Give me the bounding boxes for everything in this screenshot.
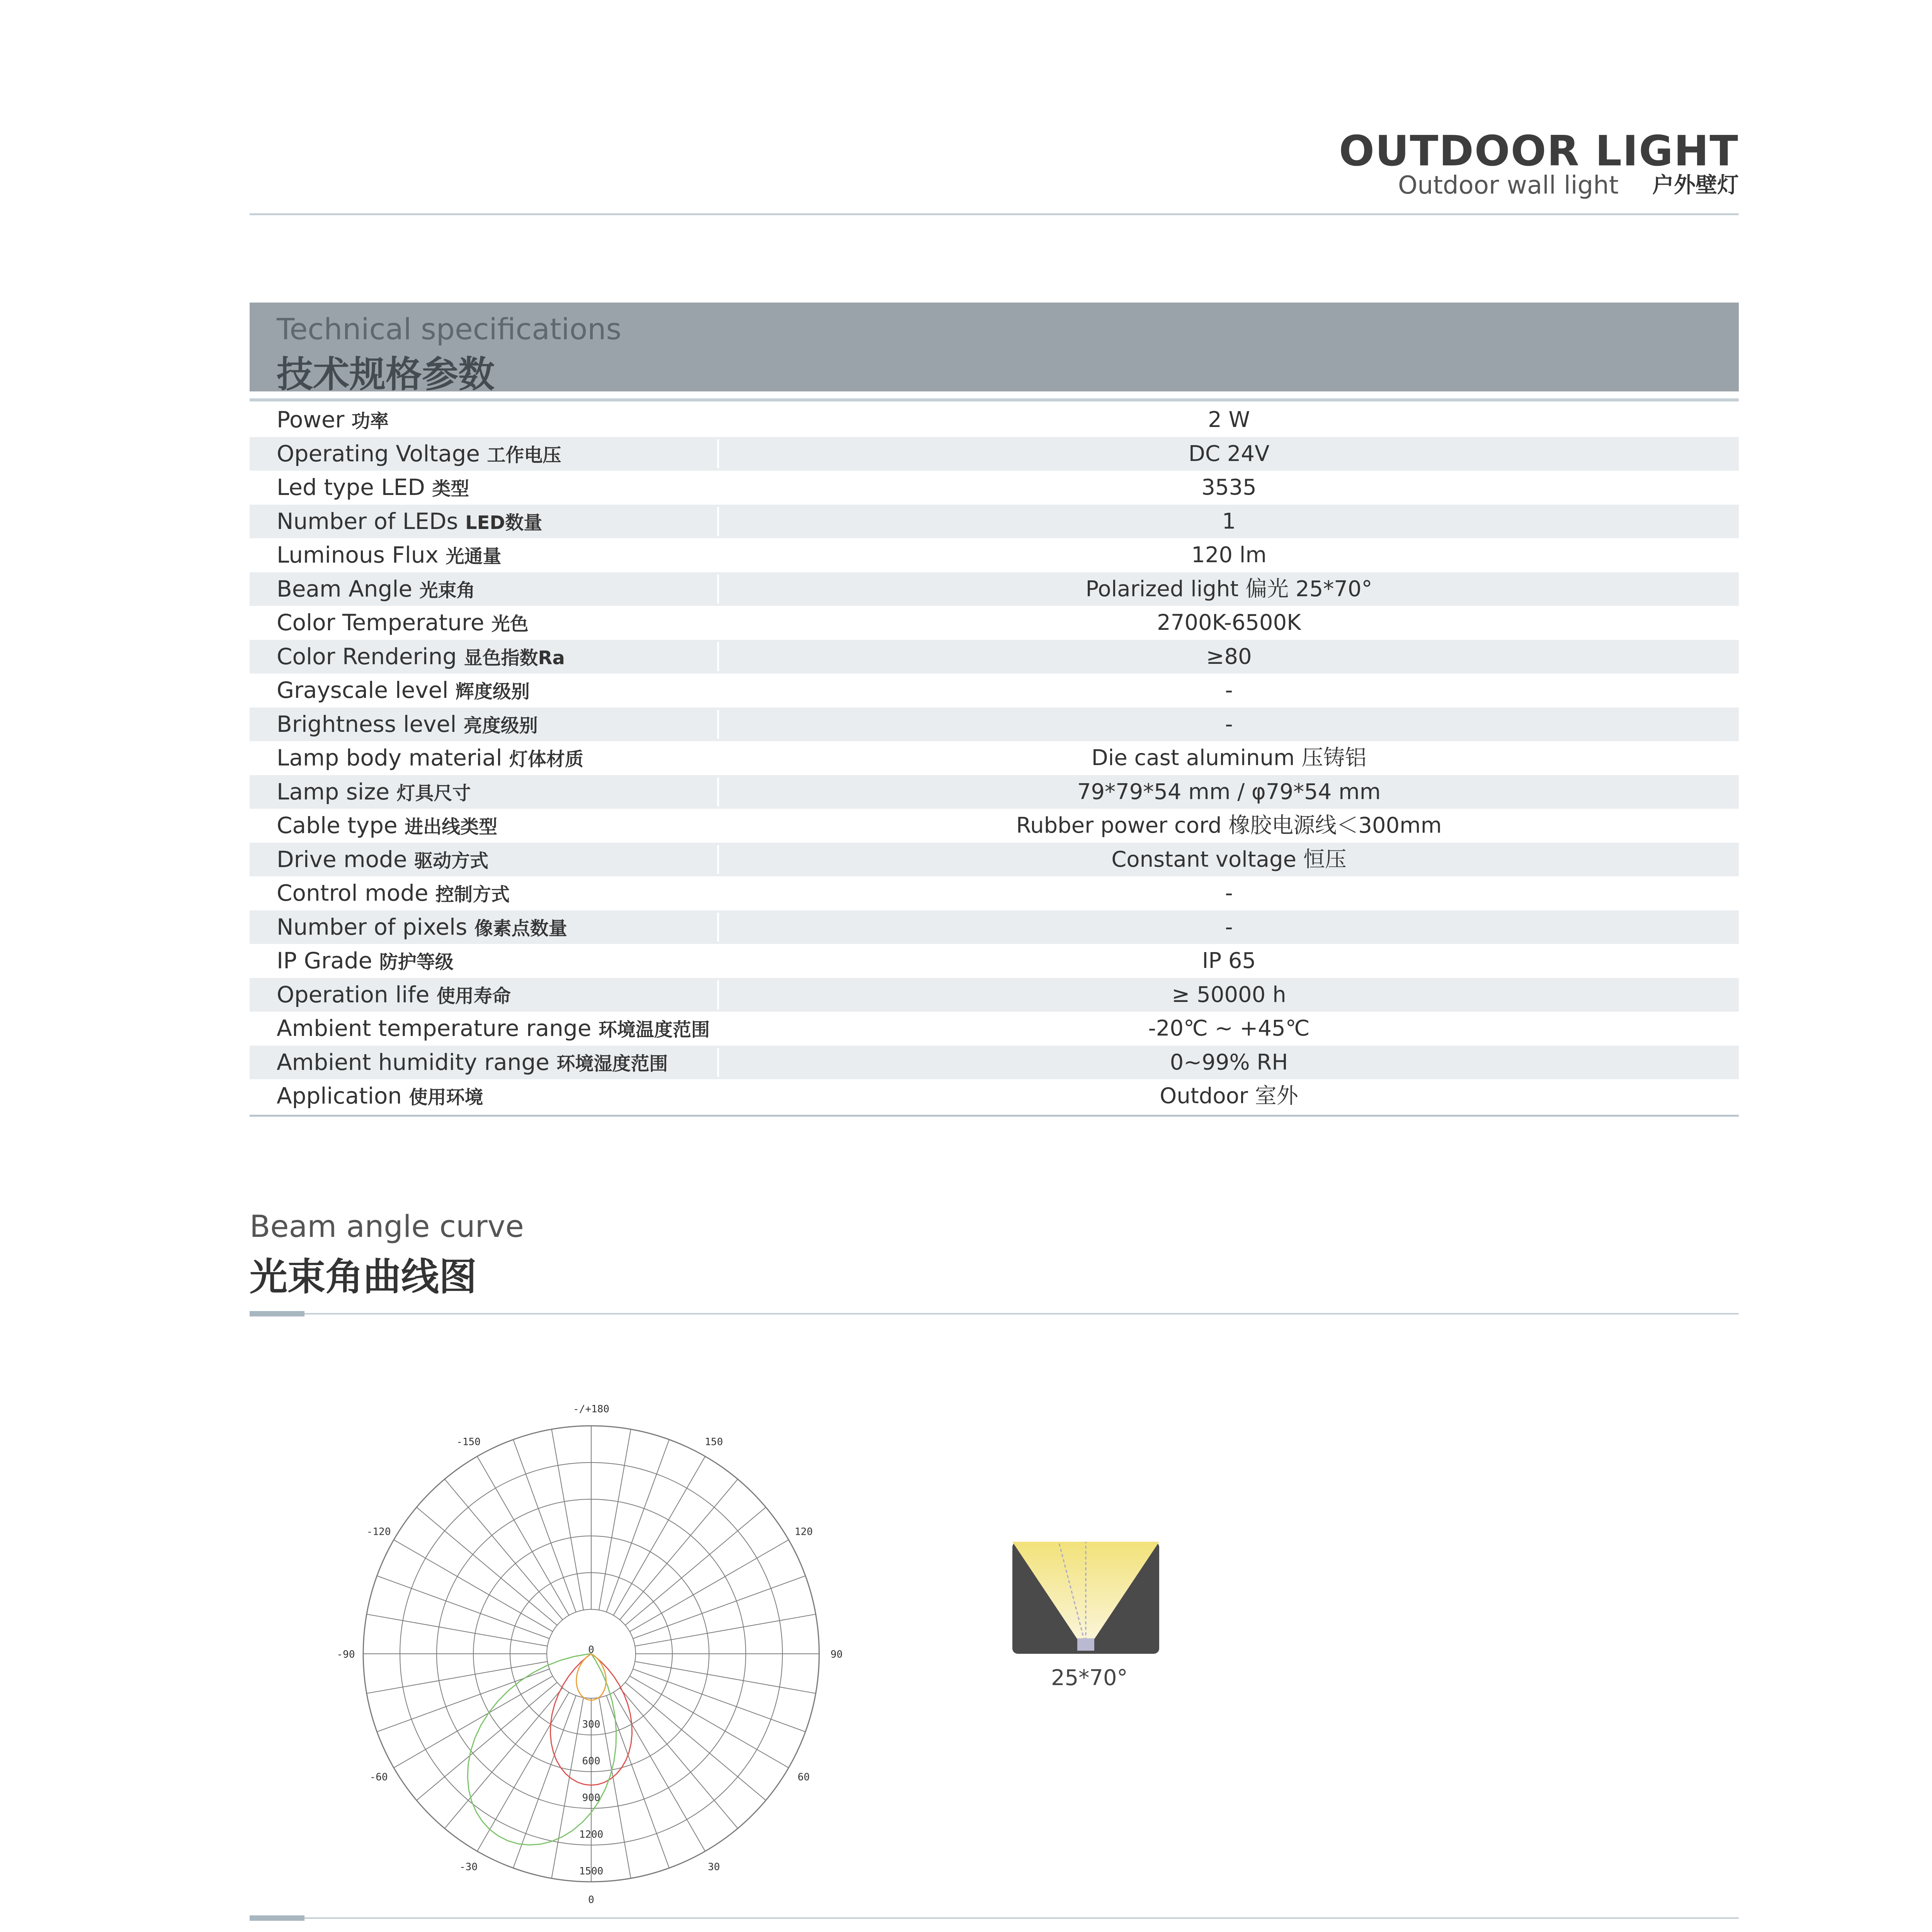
polar-spoke: [377, 1576, 549, 1638]
spec-label-en: Ambient temperature range: [277, 1015, 592, 1041]
spec-label-cn: 使用寿命: [436, 985, 511, 1007]
spec-value: Constant voltage 恒压: [1111, 847, 1347, 872]
spec-value: -: [1225, 711, 1233, 737]
spec-label: [277, 775, 471, 811]
spec-label-cn: 显色指数Ra: [464, 647, 565, 669]
beam-angle-caption: 25*70°: [1051, 1665, 1128, 1690]
spec-label-en: Number of LEDs: [277, 508, 458, 534]
spec-table-bottom-rule: [250, 1115, 1739, 1117]
spec-value: ≥80: [1206, 644, 1252, 669]
spec-label-cn: 灯具尺寸: [396, 782, 471, 804]
polar-spoke: [633, 1669, 805, 1731]
spec-label-en: Grayscale level: [277, 677, 449, 703]
spec-label-en: Operation life: [277, 981, 430, 1008]
polar-spoke: [367, 1614, 548, 1646]
spec-row: [250, 437, 1739, 471]
polar-angle-label: -150: [456, 1436, 481, 1448]
spec-row: [250, 741, 1739, 775]
spec-value: 79*79*54 mm / φ79*54 mm: [1077, 779, 1381, 804]
polar-angle-label: 120: [794, 1526, 813, 1538]
page-header-title: OUTDOOR LIGHT: [1339, 127, 1739, 175]
spec-label-en: Control mode: [277, 880, 429, 906]
polar-angle-label: -/+180: [573, 1403, 609, 1415]
spec-row: [250, 775, 1739, 809]
polar-spoke: [417, 1682, 557, 1800]
spec-header-rule: [250, 398, 1739, 401]
spec-row: [250, 505, 1739, 539]
spec-label: [277, 741, 583, 777]
polar-angle-label: 0: [588, 1894, 594, 1906]
section-divider-accent: [250, 1915, 304, 1921]
spec-value: -: [1225, 678, 1233, 703]
spec-value: -20℃ ~ +45℃: [1148, 1016, 1310, 1041]
spec-label: [277, 437, 561, 473]
spec-label-en: Color Temperature: [277, 609, 485, 636]
page-header-subtitle-cn: 户外壁灯: [1652, 173, 1739, 198]
polar-spoke: [599, 1697, 631, 1878]
spec-label-en: Color Rendering: [277, 643, 457, 670]
spec-label-en: Power: [277, 406, 345, 433]
spec-label-cn: 光色: [491, 613, 529, 635]
spec-row: [250, 910, 1739, 944]
spec-value: -: [1225, 914, 1233, 940]
spec-row: [250, 809, 1739, 843]
polar-spoke: [552, 1429, 583, 1610]
spec-label: [277, 809, 497, 844]
spec-value: 0~99% RH: [1170, 1049, 1288, 1075]
spec-label-cn: 亮度级别: [463, 714, 538, 736]
spec-label: [277, 1046, 668, 1081]
spec-row: [250, 944, 1739, 978]
spec-value: Rubber power cord 橡胶电源线＜300mm: [1016, 813, 1442, 838]
spec-label: [277, 505, 542, 540]
spec-label-en: Ambient humidity range: [277, 1049, 549, 1075]
polar-radial-label: 0: [588, 1644, 594, 1656]
spec-label: [277, 538, 501, 574]
polar-angle-label: -120: [366, 1526, 391, 1538]
spec-label: [277, 910, 567, 946]
spec-label-en: Lamp size: [277, 778, 390, 805]
spec-table-header: [250, 303, 1739, 396]
spec-row: [250, 471, 1739, 505]
spec-value: DC 24V: [1188, 441, 1270, 466]
spec-row: [250, 1079, 1739, 1113]
spec-label: [277, 640, 565, 675]
spec-label: [277, 1012, 710, 1047]
spec-label: [277, 572, 475, 608]
spec-label-cn: 类型: [432, 478, 469, 500]
polar-angle-label: 30: [707, 1861, 720, 1873]
polar-spoke: [635, 1614, 816, 1646]
polar-spoke: [417, 1507, 557, 1625]
polar-spoke: [445, 1479, 563, 1620]
spec-row: [250, 1046, 1739, 1080]
spec-row: [250, 606, 1739, 640]
spec-label: [277, 1079, 483, 1115]
spec-label-en: Led type LED: [277, 474, 425, 500]
polar-radial-label: 1200: [579, 1829, 604, 1840]
spec-label-en: Drive mode: [277, 846, 407, 872]
spec-label-en: Application: [277, 1083, 402, 1109]
spec-label-cn: 功率: [351, 410, 389, 432]
spec-value: Polarized light 偏光 25*70°: [1085, 576, 1372, 602]
spec-value: ≥ 50000 h: [1172, 982, 1286, 1007]
spec-value: -: [1225, 881, 1233, 906]
polar-spoke: [445, 1688, 563, 1828]
spec-label: [277, 707, 538, 743]
spec-label: [277, 944, 454, 980]
section-divider: [250, 1917, 1739, 1919]
spec-label-cn: 驱动方式: [414, 850, 489, 872]
spec-label-en: IP Grade: [277, 947, 372, 974]
polar-angle-label: 150: [705, 1436, 723, 1448]
spec-value: 1: [1222, 509, 1236, 534]
spec-row: [250, 707, 1739, 742]
spec-label-en: Cable type: [277, 812, 398, 838]
spec-value: IP 65: [1202, 948, 1256, 973]
polar-spoke: [367, 1662, 548, 1693]
polar-spoke: [513, 1440, 576, 1612]
spec-row: [250, 640, 1739, 674]
spec-label: [277, 843, 488, 878]
spec-value: 3535: [1201, 475, 1257, 500]
spec-label-en: Operating Voltage: [277, 440, 480, 467]
spec-label-cn: 灯体材质: [509, 748, 584, 770]
beam-divider: [250, 1313, 1739, 1315]
spec-label-en: Number of pixels: [277, 913, 468, 940]
spec-row: [250, 1012, 1739, 1046]
polar-spoke: [635, 1662, 816, 1693]
polar-spoke: [606, 1440, 669, 1612]
polar-radial-label: 1500: [579, 1866, 604, 1877]
polar-radial-label: 600: [582, 1755, 600, 1767]
beam-divider-accent: [250, 1311, 304, 1316]
spec-row: [250, 843, 1739, 877]
spec-row: [250, 673, 1739, 707]
spec-label-en: Beam Angle: [277, 575, 413, 602]
spec-label: [277, 876, 510, 912]
spec-label: [277, 978, 511, 1014]
spec-label-cn: 工作电压: [487, 444, 561, 466]
polar-radial-label: 900: [582, 1792, 600, 1804]
page-header-subtitle-en: Outdoor wall light: [1398, 171, 1619, 200]
spec-value: 120 lm: [1191, 543, 1267, 568]
polar-spoke: [633, 1576, 805, 1638]
spec-value: Outdoor 室外: [1160, 1083, 1298, 1109]
spec-label: [277, 606, 529, 641]
polar-spoke: [620, 1479, 738, 1620]
beam-heading-cn: 光束角曲线图: [250, 1255, 477, 1299]
spec-label-en: Lamp body material: [277, 745, 502, 771]
spec-row: [250, 876, 1739, 910]
spec-label-en: Brightness level: [277, 711, 457, 737]
spec-label-cn: 使用环境: [409, 1087, 483, 1108]
polar-angle-label: 90: [830, 1649, 843, 1660]
spec-label: [277, 471, 469, 506]
polar-angle-label: -90: [337, 1649, 355, 1660]
spec-label-cn: 环境温度范围: [598, 1019, 710, 1041]
polar-spoke: [552, 1697, 583, 1878]
header-divider: [250, 213, 1739, 215]
spec-label-en: Luminous Flux: [277, 542, 439, 568]
spec-label-cn: 进出线类型: [405, 816, 498, 838]
spec-heading-en: Technical specifications: [277, 312, 622, 346]
polar-radial-label: 300: [582, 1719, 600, 1730]
beam-heading-en: Beam angle curve: [250, 1209, 524, 1244]
spec-label: [277, 673, 530, 709]
polar-curve-orange: [577, 1654, 606, 1700]
spec-row: [250, 572, 1739, 606]
polar-spoke: [620, 1688, 738, 1828]
spec-label-cn: 控制方式: [435, 884, 510, 905]
spec-label-cn: 光束角: [419, 579, 475, 601]
spec-label-cn: LED数量: [465, 512, 543, 534]
icon-led: [1077, 1638, 1094, 1651]
spec-label-cn: 像素点数量: [474, 917, 567, 939]
polar-spoke: [625, 1507, 766, 1625]
polar-angle-label: 60: [798, 1771, 810, 1783]
spec-table: [250, 403, 1739, 1113]
spec-heading-cn: 技术规格参数: [277, 354, 495, 396]
spec-row: [250, 403, 1739, 437]
polar-spoke: [599, 1429, 631, 1610]
polar-angle-label: -30: [459, 1861, 478, 1873]
polar-spoke: [625, 1682, 766, 1800]
beam-angle-icon: [1012, 1542, 1159, 1654]
spec-label-cn: 辉度级别: [455, 681, 530, 702]
polar-spoke: [513, 1696, 576, 1868]
spec-label-cn: 光通量: [446, 546, 502, 567]
spec-value: Die cast aluminum 压铸铝: [1091, 745, 1367, 770]
spec-label-cn: 防护等级: [379, 951, 454, 973]
spec-row: [250, 978, 1739, 1012]
spec-label-cn: 环境湿度范围: [556, 1053, 668, 1075]
spec-row: [250, 538, 1739, 572]
spec-value: 2 W: [1208, 407, 1250, 432]
beam-polar-diagram: [317, 1368, 896, 1909]
spec-label: [277, 403, 389, 439]
spec-value: 2700K-6500K: [1157, 610, 1301, 635]
polar-angle-label: -60: [369, 1771, 388, 1783]
